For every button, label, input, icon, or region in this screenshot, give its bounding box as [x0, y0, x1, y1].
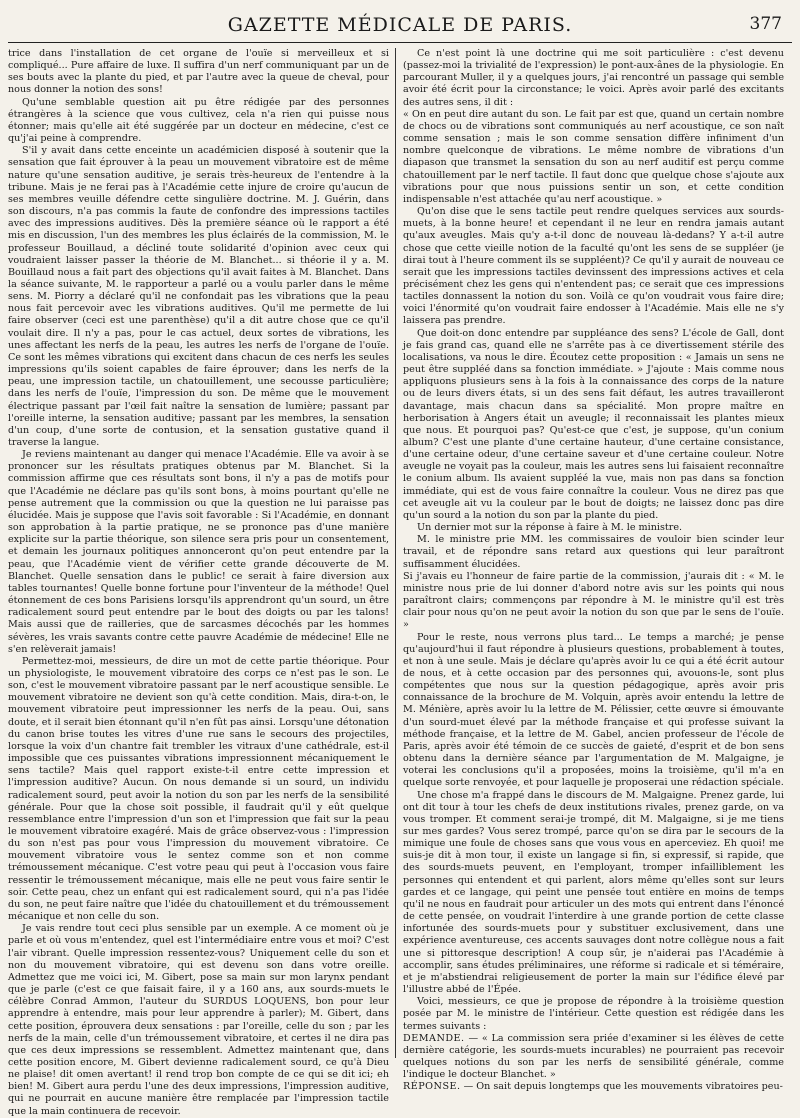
column-divider	[395, 48, 396, 1058]
reponse-paragraph	[403, 1081, 784, 1093]
paragraph: Que doit-on donc entendre par suppléance des sens? L'école de Gall, dont je fais grand cas, quand elle ne s'arrête pas à ce divertissement stérile des localisations, va nous le dire. Écoutez cette proposition : « Jamais un sens ne peut être suppléé dans sa fonction immédiate. » J'ajoute : Mais comme nous appliquons plusieurs sens à la fois à la connaissance des corps de la nature ou de leurs divers états, si un des sens fait défaut, les autres travailleront davantage, mais chacun dans sa spécialité. Mon propre maître en herborisation à Angers était un aveugle; il reconnaissait les plantes mieux que nous. Et pourquoi pas? Qu'est-ce que c'est, je suppose, qu'un conium album? C'est une plante d'une certaine hauteur, d'une certaine consistance, d'une certaine odeur, d'une certaine saveur et d'une certaine couleur. Notre aveugle ne voyait pas la couleur, mais les autres sens lui faisaient reconnaître le conium album. Ils avaient suppléé la vue, mais non pas dans sa fonction immédiate, qui est de vous faire connaître la couleur. Vous ne direz pas que cet aveugle ait vu la couleur par le bout de doigts; ne laissez donc pas dire qu'un sourd a la notion du son par la plante du pied.	[403, 327, 784, 521]
quotation: « On en peut dire autant du son. Le fait par est que, quand un certain nombre de chocs ou de vibrations sont communiqués au nerf acoustique, ce son naît comme sensation ; mais le son comme sensation diffère infiniment d'un nombre quelconque de vibrations. Le même nombre de vibrations d'un diapason que transmet la sensation du son au nerf auditif est perçu comme chatouillement par le nerf tactile. Il faut donc que quelque chose s'ajoute aux vibrations pour que nous puissions sentir un son, et cette condition indispensable n'est attachée qu'au nerf acoustique. »	[403, 108, 784, 205]
paragraph: Voici, messieurs, ce que je propose de répondre à la troisième question posée par M. le ministre de l'intérieur. Cette question est rédigée dans les termes suivants :	[403, 996, 784, 1032]
demande-label: DEMANDE.	[403, 1032, 465, 1044]
demande-text: — « La commission sera priée d'examiner si les élèves de cette dernière catégorie, les sourds-muets incurables) ne pourraient pas recevoir quelques notions du son par les nerfs de sensibilité générale, comme l'indique le docteur Blanchet. »	[403, 1032, 784, 1081]
paragraph: Je reviens maintenant au danger qui menace l'Académie. Elle va avoir à se prononcer sur les résultats pratiques obtenus par M. Blanchet. Si la commission affirme que ces résultats sont bons, il n'y a pas de motifs pour que l'Académie ne déclare pas qu'ils sont bons, à moins pourtant qu'elle ne pense autrement que la commission ou que la question ne lui paraisse pas élucidée. Mais je suppose que l'avis soit favorable : Si l'Académie, en donnant son approbation à la partie pratique, ne se prononce pas d'une manière explicite sur la partie théorique, son silence sera pris pour un consentement, et demain les journaux politiques annonceront qu'on peut entendre par la peau, que l'Académie vient de vérifier cette grande découverte de M. Blanchet. Quelle sensation dans le public! ce serait à faire diversion aux tables tournantes! Quelle bonne fortune pour l'inventeur de la méthode! Quel étonnement de ces bons Parisiens lorsqu'ils apprendront qu'un sourd, un être radicalement sourd peut entendre par le bout des doigts ou par les talons! Mais aussi que de railleries, que de sarcasmes décochés par les hommes sévères, les vrais savants contre cette pauvre Académie de médecine! Elle ne s'en relèverait jamais!	[8, 449, 389, 655]
journal-title: GAZETTE MÉDICALE DE PARIS.	[227, 14, 573, 36]
paragraph: Un dernier mot sur la réponse à faire à M. le ministre.	[417, 522, 683, 534]
quotation: Si j'avais eu l'honneur de faire partie de la commission, j'aurais dit : « M. le ministre nous prie de lui donner d'abord notre avis sur les points qui nous paraîtront clairs; commençons par répondre à M. le ministre qu'il est très clair pour nous qu'on ne peut avoir la notion du son que par le sens de l'ouïe. »	[403, 570, 784, 631]
paragraph: Qu'une semblable question ait pu être rédigée par des personnes étrangères à la science que vous cultivez, cela n'a rien qui puisse nous étonner; mais qu'elle ait été suggérée par un docteur en médecine, c'est ce qu'j'ai peine à comprendre.	[8, 96, 389, 145]
page-number: 377	[749, 14, 782, 34]
page-header	[8, 10, 792, 43]
paragraph: Je vais rendre tout ceci plus sensible par un exemple. A ce moment où je parle et où vous m'entendez, quel est l'intermédiaire entre vous et moi? C'est l'air vibrant. Quelle impression ressentez-vous? Uniquement celle du son et non du mouvement vibratoire, qui est devenu son dans votre oreille. Admettez que me voici ici, M. Gibert, pose sa main sur mon larynx pendant que je parle (c'est ce que faisait faire, il y a 160 ans, aux sourds-muets le célèbre Conrad Ammon, l'auteur du SURDUS LOQUENS, bon pour leur apprendre à entendre, mais pour leur apprendre à parler); M. Gibert, dans cette position, éprouvera deux sensations : par l'oreille, celle du son ; par les nerfs de la main, celle d'un trémoussement vibratoire, et certes il ne dira pas que ces deux impressions se ressemblent. Admettez maintenant que, dans cette position encore, M. Gibert devienne radicalement sourd, ce qu'à Dieu ne plaise! dit omen avertant! il rend trop bon compte de ce qui se dit ici; eh bien! M. Gibert aura perdu l'une des deux impressions, l'impression auditive, qui ne pourrait en aucune manière être remplacée par l'impression tactile que la main continuera de recevoir.	[8, 923, 389, 1117]
paragraph: Ce n'est point là une doctrine qui me soit particulière : c'est devenu (passez-moi la trivialité de l'expression) le pont-aux-ânes de la physiologie. En parcourant Muller, il y a quelques jours, j'ai rencontré un passage qui semble avoir été écrit pour la circonstance; le voici. Après avoir parlé des excitants des autres sens, il dit :	[403, 48, 784, 108]
paragraph: trice dans l'installation de cet organe de l'ouïe si merveilleux et si compliqué... Pure affaire de luxe. Il suffira d'un nerf communiquant par un de ses bouts avec la plante du pied, et par l'autre avec la queue de cheval, pour nous donner la notion des sons!	[8, 48, 389, 96]
left-column	[8, 48, 389, 1117]
paragraph: Qu'on dise que le sens tactile peut rendre quelques services aux sourds-muets, à la bonne heure! et cependant il ne leur en rendra jamais autant qu'aux aveugles. Mais qu'y a-t-il donc de nouveau là-dedans? Y a-t-il autre chose que cette vieille notion de la faculté qu'ont les sens de se suppléer (je dirai tout à l'heure comment ils se suppléent)? Ce qu'il y aurait de nouveau ce serait que les impressions tactiles devinssent des impressions actives et cela précisément chez les gens qui n'entendent pas; ce serait que ces impressions tactiles donnassent la notion du son. Voilà ce qu'on voudrait vous faire dire; voici l'énormité qu'on voudrait faire endosser à l'Académie. Mais elle ne s'y laissera pas prendre.	[403, 206, 784, 327]
paragraph: Permettez-moi, messieurs, de dire un mot de cette partie théorique. Pour un physiologiste, le mouvement vibratoire des corps ce n'est pas le son. Le son, c'est le mouvement vibratoire passant par le nerf acoustique sensible. Le mouvement vibratoire ne devient son qu'à cette condition. Mais, dira-t-on, le mouvement vibratoire peut impressionner les nerfs de la peau. Oui, sans doute, et il serait bien étonnant qu'il n'en fût pas ainsi. Lorsqu'une détonation du canon brise toutes les vitres d'une rue sans le secours des projectiles, lorsque la voix d'un chantre fait trembler les vitraux d'une cathédrale, est-il impossible que ces puissantes vibrations impressionnent mécaniquement le sens tactile? Mais quel rapport existe-t-il entre cette impression et l'impression auditive? Aucun. On nous demande si un sourd, un individu radicalement sourd, peut avoir la notion du son par les nerfs de la sensibilité générale. Pour que la chose soit possible, il faudrait qu'il y eût quelque ressemblance entre l'impression d'un son et l'impression que fait sur la peau le mouvement vibratoire exagéré. Mais de grâce observez-vous : l'impression du son n'est pas pour vous l'impression du mouvement vibratoire. Ce mouvement vibratoire vous le sentez comme son et non comme trémoussement mécanique. C'est votre peau qui peut à l'occasion vous faire ressentir le trémoussement mécanique, mais elle ne peut vous faire sentir le soir. Cette peau, chez un enfant qui est radicalement sourd, qui n'a pas l'idée du son, ne peut faire naître que l'idée du chatouillement et du trémoussement mécanique et non celle du son.	[8, 655, 389, 923]
paragraph: Pour le reste, nous verrons plus tard... Le temps a marché; je pense qu'aujourd'hui il faut répondre à plusieurs questions, probablement à toutes, et non à une seule. Mais je déclare qu'après avoir lu ce qui a été écrit autour de nous, et à cette occasion par des personnes qui, avouons-le, sont plus compétentes que nous sur la question pédagogique, après avoir pris connaissance de la brochure de M. Volquin, après avoir entendu la lettre de M. Ménière, après avoir lu la lettre de M. Pélissier, cette œuvre si émouvante d'un sourd-muet élevé par la méthode française et qui professe suivant la méthode française, et la lettre de M. Gabel, ancien professeur de l'école de Paris, après avoir été témoin de ce succès de gaieté, d'esprit et de bon sens obtenu dans la dernière séance par l'argumentation de M. Malgaigne, je voterai les conclusions qu'il a proposées, moins la troisième, qu'il m'a en quelque sorte renvoyée, et pour laquelle je proposerai une rédaction spéciale.	[403, 631, 784, 789]
paragraph: Une chose m'a frappé dans le discours de M. Malgaigne. Prenez garde, lui ont dit tour à tour les chefs de deux institutions rivales, prenez garde, on va vous tromper. Et comment serai-je trompé, dit M. Malgaigne, si je me tiens sur mes gardes? Vous serez trompé, parce qu'on se dira par le secours de la mimique une foule de choses sans que vous vous en aperceviez. Eh quoi! me suis-je dit à mon tour, il existe un langage si fin, si expressif, si rapide, que des sourds-muets peuvent, en l'employant, tromper infailliblement les personnes qui entendent et qui parlent, alors même qu'elles sont sur leurs gardes et ce langage, qui peint une pensée tout entière en moins de temps qu'il ne nous en faudrait pour articuler un des mots qui entrent dans l'énoncé de cette pensée, on voudrait l'interdire à une grande portion de cette classe infortunée des sourds-muets pour y substituer exclusivement, dans une expérience aventureuse, ces accents sauvages dont notre collègue nous a fait une si pittoresque description! A coup sûr, je n'aiderai pas l'Académie à accomplir, sans études préliminaires, une réforme si radicale et si téméraire, et je m'abstiendrai religieusement de porter la main sur l'édifice élevé par l'illustre abbé de l'Épée.	[403, 789, 784, 996]
reponse-label: RÉPONSE.	[403, 1081, 461, 1093]
reponse-text: — On sait depuis longtemps que les mouvements vibratoires peu-	[463, 1081, 783, 1093]
paragraph: S'il y avait dans cette enceinte un académicien disposé à soutenir que la sensation que fait éprouver à la peau un mouvement vibratoire est de même nature qu'une sensation auditive, je serais très-heureux de l'entendre à la tribune. Mais je ne ferai pas à l'Académie cette injure de croire qu'aucun de ses membres veuille défendre cette singulière doctrine. M. J. Guérin, dans son discours, n'a pas commis la faute de confondre des impressions tactiles avec des impressions auditives. Dès la première séance où le rapport a été mis en discussion, l'un des membres les plus éclairés de la commission, M. le professeur Bouillaud, a décliné toute solidarité d'opinion avec ceux qui voudraient laisser passer la théorie de M. Blanchet... si théorie il y a. M. Bouillaud nous a fait part des objections qu'il avait faites à M. Blanchet. Dans la séance suivante, M. le rapporteur a parlé ou a voulu parler dans le même sens. M. Piorry a déclaré qu'il ne confondait pas les vibrations que la peau nous fait percevoir avec les vibrations auditives. Qu'il me permette de lui faire observer (ceci est une parenthèse) qu'il a dit autre chose que ce qu'il voulait dire. Il n'y a pas, pour le cas actuel, deux sortes de vibrations, les unes affectant les nerfs de la peau, les autres les nerfs de l'organe de l'ouïe. Ce sont les mêmes vibrations qui excitent dans chacun de ces nerfs les seules impressions qu'ils soient capables de faire éprouver; dans les nerfs de la peau, une impression tactile, un chatouillement, une secousse particulière; dans les nerfs de l'ouïe, l'impression du son. De même que le mouvement électrique passant par l'œil fait naître la sensation de lumière; passant par l'oreille interne, la sensation auditive; passant par les membres, la sensation d'un coup, d'une sorte de contusion, et la sensation gustative quand il traverse la langue.	[8, 145, 389, 448]
right-column	[403, 48, 784, 1093]
demande-paragraph	[403, 1033, 784, 1082]
paragraph: M. le ministre prie MM. les commissaires de vouloir bien scinder leur travail, et de répondre sans retard aux questions qui leur paraîtront suffisamment élucidées.	[403, 534, 784, 570]
